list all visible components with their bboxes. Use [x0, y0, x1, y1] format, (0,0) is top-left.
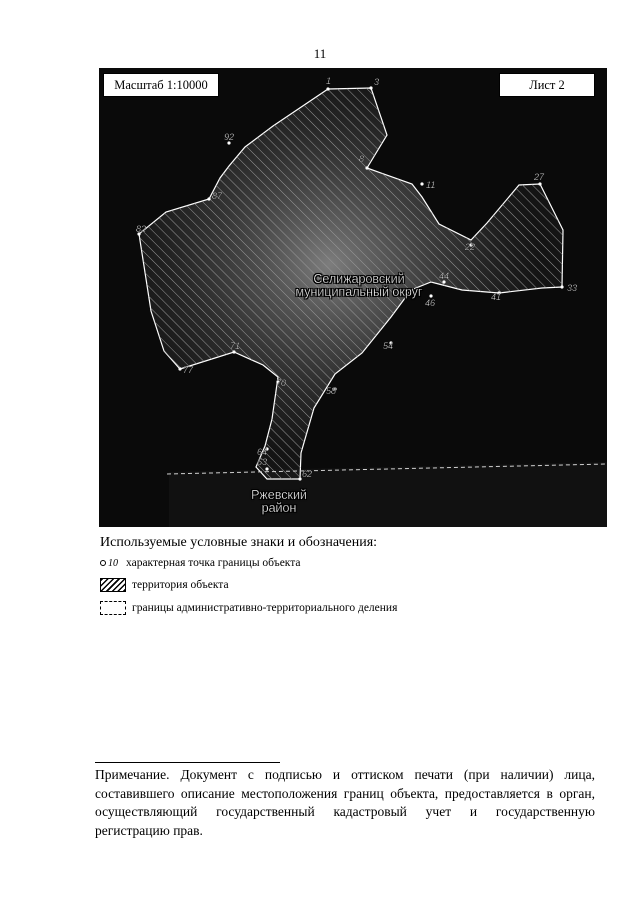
- boundary-point-label-27: 27: [534, 172, 545, 182]
- boundary-point-label-3: 3: [374, 77, 380, 87]
- boundary-point-label-41: 41: [491, 292, 502, 302]
- boundary-point-label-70: 70: [276, 378, 287, 388]
- boundary-point-label-1: 1: [326, 76, 332, 86]
- boundary-point-1: [326, 87, 329, 90]
- sheet-label: Лист 2: [499, 73, 595, 97]
- boundary-point-label-8: 8: [359, 154, 365, 164]
- region-label-rzhev-line1: Ржевский: [251, 488, 307, 502]
- legend-item-territory: [100, 578, 229, 592]
- legend-admin-boundary-text: границы административно-территориального деления: [132, 602, 398, 614]
- legend-point-number: 10: [108, 557, 118, 569]
- boundary-point-label-62: 62: [302, 469, 313, 479]
- region-label-selizharovo: [259, 273, 459, 299]
- hatch-swatch-icon: [100, 578, 126, 592]
- boundary-point-label-33: 33: [567, 283, 578, 293]
- boundary-point-27: [538, 182, 541, 185]
- legend-point-text: характерная точка границы объекта: [126, 557, 301, 569]
- boundary-point-label-54: 54: [383, 341, 394, 351]
- footnote-text: Примечание. Документ с подписью и оттиском печати (при наличии) лица, составившего описание местоположения границ объекта, предоставляется в орган, осуществляющий государственный кадастровый учет и государственную регистрацию прав.: [95, 767, 595, 838]
- footnote-divider: [95, 762, 280, 763]
- boundary-point-label-71: 71: [230, 341, 241, 351]
- legend-territory-text: территория объекта: [132, 579, 229, 591]
- boundary-point-77: [178, 367, 181, 370]
- boundary-point-87: [207, 197, 210, 200]
- region-label-selizharovo-line2: муниципальный округ: [295, 285, 423, 299]
- region-label-selizharovo-line1: Селижаровский: [313, 272, 405, 286]
- boundary-map: [99, 68, 607, 527]
- scale-label: Масштаб 1:10000: [103, 73, 219, 97]
- region-label-rzhev-line2: район: [261, 501, 297, 515]
- boundary-point-label-82: 82: [136, 224, 147, 234]
- region-label-rzhev: [229, 489, 329, 515]
- boundary-point-63: [265, 467, 268, 470]
- boundary-point-icon: [100, 558, 126, 569]
- boundary-point-label-58: 58: [326, 386, 337, 396]
- boundary-point-label-44: 44: [439, 271, 450, 281]
- boundary-point-label-11: 11: [426, 180, 436, 190]
- boundary-point-label-77: 77: [183, 365, 194, 375]
- legend-title: Используемые условные знаки и обозначения:: [100, 535, 378, 550]
- boundary-point-label-22: 22: [465, 242, 476, 252]
- boundary-point-label-46: 46: [425, 298, 436, 308]
- legend-item-admin-boundary: [100, 601, 397, 615]
- dashed-box-icon: [100, 601, 126, 615]
- boundary-point-8: [365, 166, 368, 169]
- legend-item-point: [100, 557, 301, 569]
- boundary-point-label-64: 64: [257, 447, 268, 457]
- boundary-point-label-87: 87: [212, 191, 223, 201]
- boundary-point-3: [369, 86, 372, 89]
- page-number: 11: [313, 46, 327, 61]
- boundary-point-33: [560, 285, 563, 288]
- boundary-point-label-63: 63: [257, 457, 268, 467]
- boundary-point-11: [420, 182, 423, 185]
- boundary-point-label-92: 92: [224, 132, 235, 142]
